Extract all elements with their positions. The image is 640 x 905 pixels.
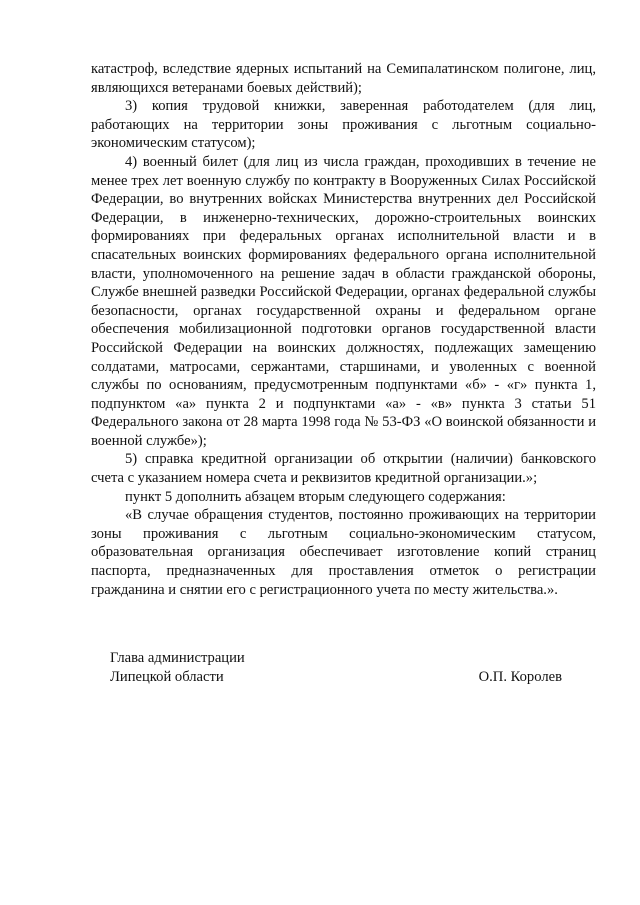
signature-title-line-1: Глава администрации	[110, 650, 245, 666]
paragraph-continuation: катастроф, вследствие ядерных испытаний на Семипалатинском полигоне, лиц, являющихся ветеранами боевых действий);	[91, 61, 596, 96]
paragraph-item-3: 3) копия трудовой книжки, заверенная работодателем (для лиц, работающих на территории зоны проживания с льготным социально-экономическим статусом);	[91, 98, 596, 152]
paragraph-item-5: 5) справка кредитной организации об открытии (наличии) банковского счета с указанием номера счета и реквизитов кредитной организации.»;	[91, 451, 596, 487]
signature-block	[110, 649, 562, 687]
signature-name: О.П. Королев	[478, 669, 562, 685]
paragraph-amendment-intro: пункт 5 дополнить абзацем вторым следующего содержания:	[125, 488, 506, 505]
paragraph-amendment-text: «В случае обращения студентов, постоянно проживающих на территории зоны проживания с льготным социально-экономическим статусом, образовательная организация обеспечивает изготовление копий страниц паспорта, предназначенных для проставления отметок о регистрации гражданина и снятии его с регистрационного учета по месту жительства.».	[91, 507, 596, 598]
signature-title-line-2: Липецкой области	[110, 669, 224, 685]
paragraph-item-4: 4) военный билет (для лиц из числа граждан, проходивших в течение не менее трех лет военную службу по контракту в Вооруженных Силах Российской Федерации, во внутренних войсках Министерства внутренних дел Российской Федерации, в инженерно-технических, дорожно-строительных воинских формированиях при федеральных органах исполнительной власти и в спасательных воинских формированиях федерального органа исполнительной власти, уполномоченного на решение задач в области гражданской обороны, Службе внешней разведки Российской Федерации, органах федеральной службы безопасности, органах государственной охраны и федеральном органе обеспечения мобилизационной подготовки органов государственной власти Российской Федерации на воинских должностях, подлежащих замещению солдатами, матросами, сержантами, старшинами, и уволенных с военной службы по основаниям, предусмотренным подпунктами «б» - «г» пункта 1, подпунктом «а» пункта 2 и подпунктами «а» - «в» пункта 3 статьи 51 Федерального закона от 28 марта 1998 года № 53-ФЗ «О воинской обязанности и военной службе»);	[91, 153, 596, 449]
document-body	[91, 60, 596, 599]
